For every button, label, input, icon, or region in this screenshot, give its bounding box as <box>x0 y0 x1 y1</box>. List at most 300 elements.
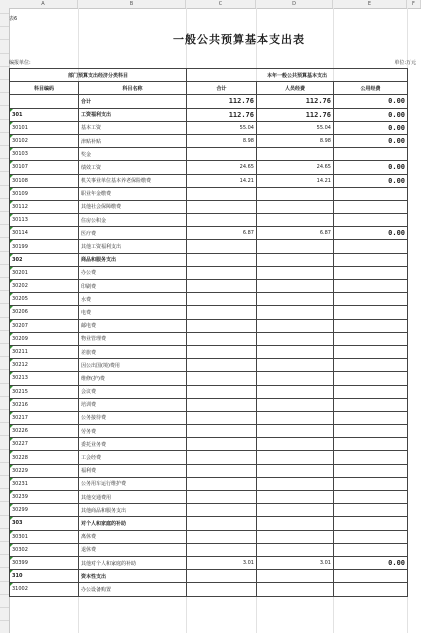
header-code[interactable]: 科目编码 <box>10 82 79 95</box>
row-public-cell[interactable] <box>334 214 408 227</box>
row-public-cell[interactable] <box>334 438 408 451</box>
cell-note-marker-icon <box>10 306 13 309</box>
cell-note-marker-icon <box>10 214 13 217</box>
row-personnel-cell[interactable]: 55.04 <box>257 121 334 134</box>
cell-note-marker-icon <box>10 491 13 494</box>
row-public-cell[interactable] <box>334 240 408 253</box>
row-personnel-cell[interactable] <box>257 200 334 213</box>
table-row <box>10 517 408 530</box>
row-public-cell[interactable] <box>334 319 408 332</box>
row-divider <box>0 26 9 27</box>
row-name-cell[interactable]: 电费 <box>79 306 187 319</box>
row-code-cell[interactable]: 30239 <box>10 491 79 504</box>
row-public-cell[interactable] <box>334 398 408 411</box>
row-total-cell[interactable] <box>187 187 257 200</box>
header-right-group[interactable]: 本年一般公共预算基本支出 <box>187 69 408 82</box>
row-total-cell[interactable] <box>187 425 257 438</box>
row-public-cell[interactable] <box>334 293 408 306</box>
table-row <box>10 134 408 147</box>
row-public-cell[interactable] <box>334 280 408 293</box>
column-header-b[interactable]: B <box>78 0 186 8</box>
row-personnel-cell[interactable] <box>257 438 334 451</box>
row-personnel-cell[interactable] <box>257 570 334 583</box>
table-row <box>10 293 408 306</box>
row-personnel-cell[interactable] <box>257 266 334 279</box>
row-total-cell[interactable] <box>187 332 257 345</box>
cell-note-marker-icon <box>10 188 13 191</box>
row-name-cell[interactable]: 办公设备购置 <box>79 583 187 596</box>
row-name-cell[interactable]: 差旅费 <box>79 345 187 358</box>
row-code-cell[interactable]: 30202 <box>10 280 79 293</box>
row-personnel-cell[interactable] <box>257 148 334 161</box>
row-public-cell[interactable]: 0.00 <box>334 95 408 108</box>
row-name-cell[interactable]: 对个人和家庭的补助 <box>79 517 187 530</box>
row-personnel-cell[interactable] <box>257 451 334 464</box>
row-divider <box>0 13 9 14</box>
row-name-cell[interactable]: 退休费 <box>79 543 187 556</box>
row-public-cell[interactable]: 0.00 <box>334 121 408 134</box>
row-total-cell[interactable] <box>187 319 257 332</box>
row-divider <box>0 501 9 502</box>
cell-note-marker-icon <box>10 359 13 362</box>
row-personnel-cell[interactable] <box>257 464 334 477</box>
row-public-cell[interactable]: 0.00 <box>334 556 408 569</box>
row-public-cell[interactable] <box>334 200 408 213</box>
cell-note-marker-icon <box>10 386 13 389</box>
row-code-cell[interactable]: 30112 <box>10 200 79 213</box>
row-total-cell[interactable] <box>187 477 257 490</box>
row-divider <box>0 356 9 357</box>
row-public-cell[interactable] <box>334 543 408 556</box>
row-personnel-cell[interactable] <box>257 425 334 438</box>
row-total-cell[interactable] <box>187 280 257 293</box>
row-name-cell[interactable]: 基本工资 <box>79 121 187 134</box>
row-divider <box>0 211 9 212</box>
row-code-cell[interactable]: 30399 <box>10 556 79 569</box>
row-divider <box>0 383 9 384</box>
row-name-cell[interactable]: 工会经费 <box>79 451 187 464</box>
row-personnel-cell[interactable] <box>257 214 334 227</box>
cell-note-marker-icon <box>10 161 13 164</box>
row-public-cell[interactable] <box>334 359 408 372</box>
row-total-cell[interactable] <box>187 517 257 530</box>
cell-note-marker-icon <box>10 438 13 441</box>
cell-note-marker-icon <box>10 451 13 454</box>
row-public-cell[interactable]: 0.00 <box>334 134 408 147</box>
column-header-c[interactable]: C <box>186 0 256 8</box>
row-personnel-cell[interactable] <box>257 280 334 293</box>
cell-note-marker-icon <box>10 293 13 296</box>
table-row <box>10 200 408 213</box>
cell-note-marker-icon <box>10 280 13 283</box>
column-header-f[interactable]: F <box>407 0 421 8</box>
row-divider <box>0 39 9 40</box>
row-total-cell[interactable] <box>187 530 257 543</box>
row-code-cell[interactable]: 30302 <box>10 543 79 556</box>
header-left-group[interactable]: 部门预算支出经济分类科目 <box>10 69 187 82</box>
row-code-cell[interactable]: 30231 <box>10 477 79 490</box>
row-total-cell[interactable]: 55.04 <box>187 121 257 134</box>
row-total-cell[interactable]: 3.01 <box>187 556 257 569</box>
table-row <box>10 187 408 200</box>
header-personnel[interactable]: 人员经费 <box>257 82 334 95</box>
cell-note-marker-icon <box>10 267 13 270</box>
row-name-cell[interactable]: 会议费 <box>79 385 187 398</box>
table-row <box>10 438 408 451</box>
table-row <box>10 161 408 174</box>
row-code-cell[interactable]: 31002 <box>10 583 79 596</box>
row-code-cell[interactable]: 30299 <box>10 504 79 517</box>
row-public-cell[interactable] <box>334 583 408 596</box>
table-row <box>10 385 408 398</box>
row-public-cell[interactable] <box>334 504 408 517</box>
table-row <box>10 398 408 411</box>
row-divider <box>0 53 9 54</box>
cell-note-marker-icon <box>10 583 13 586</box>
row-name-cell[interactable]: 印刷费 <box>79 280 187 293</box>
row-total-cell[interactable] <box>187 200 257 213</box>
row-personnel-cell[interactable] <box>257 530 334 543</box>
row-code-cell[interactable]: 30113 <box>10 214 79 227</box>
row-name-cell[interactable]: 商品和服务支出 <box>79 253 187 266</box>
row-divider <box>0 158 9 159</box>
row-divider <box>0 449 9 450</box>
row-divider <box>0 528 9 529</box>
row-total-cell[interactable]: 8.98 <box>187 134 257 147</box>
row-code-cell[interactable]: 30215 <box>10 385 79 398</box>
row-name-cell[interactable]: 其他商品和服务支出 <box>79 504 187 517</box>
row-name-cell[interactable]: 机关事业单位基本养老保险缴费 <box>79 174 187 187</box>
row-personnel-cell[interactable]: 112.76 <box>257 95 334 108</box>
form-number: 表6 <box>9 16 18 22</box>
row-code-cell[interactable]: 30103 <box>10 148 79 161</box>
row-divider <box>0 475 9 476</box>
row-personnel-cell[interactable] <box>257 411 334 424</box>
row-total-cell[interactable]: 24.65 <box>187 161 257 174</box>
row-personnel-cell[interactable]: 8.98 <box>257 134 334 147</box>
cell-note-marker-icon <box>10 175 13 178</box>
row-personnel-cell[interactable] <box>257 477 334 490</box>
table-row <box>10 530 408 543</box>
row-personnel-cell[interactable] <box>257 517 334 530</box>
row-total-cell[interactable] <box>187 543 257 556</box>
table-row <box>10 556 408 569</box>
row-divider <box>0 92 9 93</box>
row-public-cell[interactable] <box>334 411 408 424</box>
column-header-a[interactable]: A <box>9 0 78 8</box>
row-personnel-cell[interactable] <box>257 543 334 556</box>
row-name-cell[interactable]: 住房公积金 <box>79 214 187 227</box>
row-total-cell[interactable] <box>187 306 257 319</box>
cell-note-marker-icon <box>10 570 13 573</box>
row-divider <box>0 198 9 199</box>
row-code-cell[interactable]: 30226 <box>10 425 79 438</box>
row-personnel-cell[interactable] <box>257 345 334 358</box>
table-row <box>10 280 408 293</box>
cell-note-marker-icon <box>10 531 13 534</box>
row-divider <box>0 119 9 120</box>
row-code-cell[interactable]: 30211 <box>10 345 79 358</box>
row-public-cell[interactable] <box>334 451 408 464</box>
row-name-cell[interactable]: 其他交通费用 <box>79 491 187 504</box>
row-divider <box>0 620 9 621</box>
row-total-cell[interactable] <box>187 359 257 372</box>
row-total-cell[interactable] <box>187 372 257 385</box>
row-divider <box>0 488 9 489</box>
row-personnel-cell[interactable] <box>257 372 334 385</box>
row-name-cell[interactable]: 其他对个人和家庭的补助 <box>79 556 187 569</box>
row-name-cell[interactable]: 委托业务费 <box>79 438 187 451</box>
row-total-cell[interactable] <box>187 214 257 227</box>
table-row <box>10 253 408 266</box>
table-row <box>10 227 408 240</box>
row-name-cell[interactable]: 公务接待费 <box>79 411 187 424</box>
row-total-cell[interactable] <box>187 411 257 424</box>
row-name-cell[interactable]: 医疗费 <box>79 227 187 240</box>
row-divider <box>0 462 9 463</box>
row-code-cell[interactable]: 30107 <box>10 161 79 174</box>
cell-note-marker-icon <box>10 544 13 547</box>
row-divider <box>0 105 9 106</box>
row-public-cell[interactable] <box>334 491 408 504</box>
cell-note-marker-icon <box>10 254 13 257</box>
cell-note-marker-icon <box>10 227 13 230</box>
table-row <box>10 491 408 504</box>
cell-note-marker-icon <box>10 240 13 243</box>
row-name-cell[interactable]: 绩效工资 <box>79 161 187 174</box>
row-personnel-cell[interactable]: 24.65 <box>257 161 334 174</box>
cell-note-marker-icon <box>10 201 13 204</box>
row-name-cell[interactable]: 津贴补贴 <box>79 134 187 147</box>
row-code-cell[interactable]: 302 <box>10 253 79 266</box>
row-code-cell[interactable]: 30212 <box>10 359 79 372</box>
row-personnel-cell[interactable] <box>257 504 334 517</box>
table-row <box>10 504 408 517</box>
row-public-cell[interactable] <box>334 425 408 438</box>
row-public-cell[interactable] <box>334 332 408 345</box>
row-public-cell[interactable] <box>334 306 408 319</box>
row-code-cell[interactable]: 30199 <box>10 240 79 253</box>
row-code-cell[interactable]: 301 <box>10 108 79 121</box>
row-name-cell[interactable]: 工资福利支出 <box>79 108 187 121</box>
page-title: 一般公共预算基本支出表 <box>173 33 305 46</box>
row-code-cell[interactable]: 30209 <box>10 332 79 345</box>
row-name-cell[interactable]: 办公费 <box>79 266 187 279</box>
row-divider <box>0 343 9 344</box>
table-row <box>10 464 408 477</box>
header-public[interactable]: 公用经费 <box>334 82 408 95</box>
cell-note-marker-icon <box>10 148 13 151</box>
row-total-cell[interactable] <box>187 385 257 398</box>
table-row <box>10 372 408 385</box>
row-public-cell[interactable]: 0.00 <box>334 227 408 240</box>
cell-note-marker-icon <box>10 504 13 507</box>
row-public-cell[interactable]: 0.00 <box>334 161 408 174</box>
cell-note-marker-icon <box>10 517 13 520</box>
row-divider <box>0 567 9 568</box>
row-public-cell[interactable] <box>334 253 408 266</box>
row-code-cell[interactable]: 30213 <box>10 372 79 385</box>
row-code-cell[interactable]: 30301 <box>10 530 79 543</box>
row-code-cell[interactable]: 30108 <box>10 174 79 187</box>
row-personnel-cell[interactable] <box>257 253 334 266</box>
row-personnel-cell[interactable] <box>257 359 334 372</box>
row-name-cell[interactable]: 资本性支出 <box>79 570 187 583</box>
row-personnel-cell[interactable] <box>257 583 334 596</box>
row-code-cell[interactable]: 303 <box>10 517 79 530</box>
row-personnel-cell[interactable] <box>257 293 334 306</box>
table-row <box>10 332 408 345</box>
row-name-cell[interactable]: 其他工资福利支出 <box>79 240 187 253</box>
row-public-cell[interactable] <box>334 477 408 490</box>
row-public-cell[interactable] <box>334 148 408 161</box>
row-code-cell[interactable] <box>10 95 79 108</box>
table-row <box>10 451 408 464</box>
row-public-cell[interactable] <box>334 570 408 583</box>
row-total-cell[interactable] <box>187 266 257 279</box>
cell-note-marker-icon <box>10 425 13 428</box>
row-personnel-cell[interactable] <box>257 240 334 253</box>
row-personnel-cell[interactable] <box>257 398 334 411</box>
row-divider <box>0 435 9 436</box>
row-public-cell[interactable] <box>334 385 408 398</box>
cell-note-marker-icon <box>10 135 13 138</box>
row-total-cell[interactable] <box>187 293 257 306</box>
reporting-unit-label: 编报单位: <box>9 60 31 66</box>
row-name-cell[interactable]: 水费 <box>79 293 187 306</box>
row-total-cell[interactable]: 112.76 <box>187 108 257 121</box>
row-code-cell[interactable]: 310 <box>10 570 79 583</box>
row-total-cell[interactable] <box>187 464 257 477</box>
row-total-cell[interactable] <box>187 504 257 517</box>
row-public-cell[interactable]: 0.00 <box>334 108 408 121</box>
row-total-cell[interactable]: 14.21 <box>187 174 257 187</box>
row-total-cell[interactable] <box>187 451 257 464</box>
row-divider <box>0 594 9 595</box>
row-total-cell[interactable] <box>187 240 257 253</box>
row-public-cell[interactable] <box>334 187 408 200</box>
row-personnel-cell[interactable] <box>257 332 334 345</box>
row-name-cell[interactable]: 因公出国(境)费用 <box>79 359 187 372</box>
table-row <box>10 174 408 187</box>
row-total-cell[interactable]: 6.87 <box>187 227 257 240</box>
column-header-d[interactable]: D <box>256 0 333 8</box>
row-divider <box>0 185 9 186</box>
row-public-cell[interactable] <box>334 372 408 385</box>
row-total-cell[interactable] <box>187 253 257 266</box>
row-code-cell[interactable]: 30101 <box>10 121 79 134</box>
row-total-cell[interactable] <box>187 398 257 411</box>
row-code-cell[interactable]: 30217 <box>10 411 79 424</box>
table-row <box>10 95 408 108</box>
row-divider <box>0 264 9 265</box>
row-name-cell[interactable]: 邮电费 <box>79 319 187 332</box>
row-code-cell[interactable]: 30216 <box>10 398 79 411</box>
cell-note-marker-icon <box>10 346 13 349</box>
row-divider <box>0 277 9 278</box>
header-total[interactable]: 合计 <box>187 82 257 95</box>
row-name-cell[interactable]: 维修(护)费 <box>79 372 187 385</box>
row-code-cell[interactable]: 30205 <box>10 293 79 306</box>
row-personnel-cell[interactable]: 14.21 <box>257 174 334 187</box>
row-personnel-cell[interactable] <box>257 319 334 332</box>
table-row <box>10 240 408 253</box>
row-personnel-cell[interactable]: 6.87 <box>257 227 334 240</box>
row-divider <box>0 145 9 146</box>
row-code-cell[interactable]: 30109 <box>10 187 79 200</box>
table-row <box>10 108 408 121</box>
row-divider <box>0 422 9 423</box>
row-code-cell[interactable]: 30201 <box>10 266 79 279</box>
row-divider <box>0 79 9 80</box>
row-public-cell[interactable] <box>334 345 408 358</box>
row-name-cell[interactable]: 物业管理费 <box>79 332 187 345</box>
cell-note-marker-icon <box>10 333 13 336</box>
cell-note-marker-icon <box>10 122 13 125</box>
header-name[interactable]: 科目名称 <box>79 82 187 95</box>
row-personnel-cell[interactable] <box>257 306 334 319</box>
row-name-cell[interactable]: 福利费 <box>79 464 187 477</box>
row-divider <box>0 409 9 410</box>
row-personnel-cell[interactable]: 112.76 <box>257 108 334 121</box>
row-code-cell[interactable]: 30206 <box>10 306 79 319</box>
column-header-e[interactable]: E <box>333 0 407 8</box>
row-code-cell[interactable]: 30102 <box>10 134 79 147</box>
row-personnel-cell[interactable]: 3.01 <box>257 556 334 569</box>
row-name-cell[interactable]: 劳务费 <box>79 425 187 438</box>
row-name-cell[interactable]: 其他社会保障缴费 <box>79 200 187 213</box>
row-name-cell[interactable]: 奖金 <box>79 148 187 161</box>
row-public-cell[interactable] <box>334 517 408 530</box>
row-public-cell[interactable] <box>334 266 408 279</box>
row-name-cell[interactable]: 离休费 <box>79 530 187 543</box>
table-row <box>10 214 408 227</box>
row-total-cell[interactable] <box>187 570 257 583</box>
row-name-cell[interactable]: 合计 <box>79 95 187 108</box>
row-personnel-cell[interactable] <box>257 491 334 504</box>
row-divider <box>0 224 9 225</box>
row-code-cell[interactable]: 30207 <box>10 319 79 332</box>
row-total-cell[interactable] <box>187 345 257 358</box>
cell-note-marker-icon <box>10 109 13 112</box>
row-personnel-cell[interactable] <box>257 187 334 200</box>
row-total-cell[interactable] <box>187 491 257 504</box>
row-total-cell[interactable]: 112.76 <box>187 95 257 108</box>
row-total-cell[interactable] <box>187 438 257 451</box>
table-row <box>10 543 408 556</box>
row-code-cell[interactable]: 30229 <box>10 464 79 477</box>
table-row <box>10 266 408 279</box>
row-personnel-cell[interactable] <box>257 385 334 398</box>
row-divider <box>0 66 9 67</box>
row-public-cell[interactable] <box>334 464 408 477</box>
row-name-cell[interactable]: 培训费 <box>79 398 187 411</box>
row-divider <box>0 541 9 542</box>
row-divider <box>0 369 9 370</box>
row-public-cell[interactable]: 0.00 <box>334 174 408 187</box>
row-name-cell[interactable]: 职业年金缴费 <box>79 187 187 200</box>
row-total-cell[interactable] <box>187 148 257 161</box>
cell-note-marker-icon <box>10 412 13 415</box>
row-code-cell[interactable]: 30114 <box>10 227 79 240</box>
spreadsheet-grid[interactable] <box>9 8 421 633</box>
row-code-cell[interactable]: 30228 <box>10 451 79 464</box>
row-code-cell[interactable]: 30227 <box>10 438 79 451</box>
row-public-cell[interactable] <box>334 530 408 543</box>
row-total-cell[interactable] <box>187 583 257 596</box>
row-divider <box>0 303 9 304</box>
row-name-cell[interactable]: 公务用车运行维护费 <box>79 477 187 490</box>
